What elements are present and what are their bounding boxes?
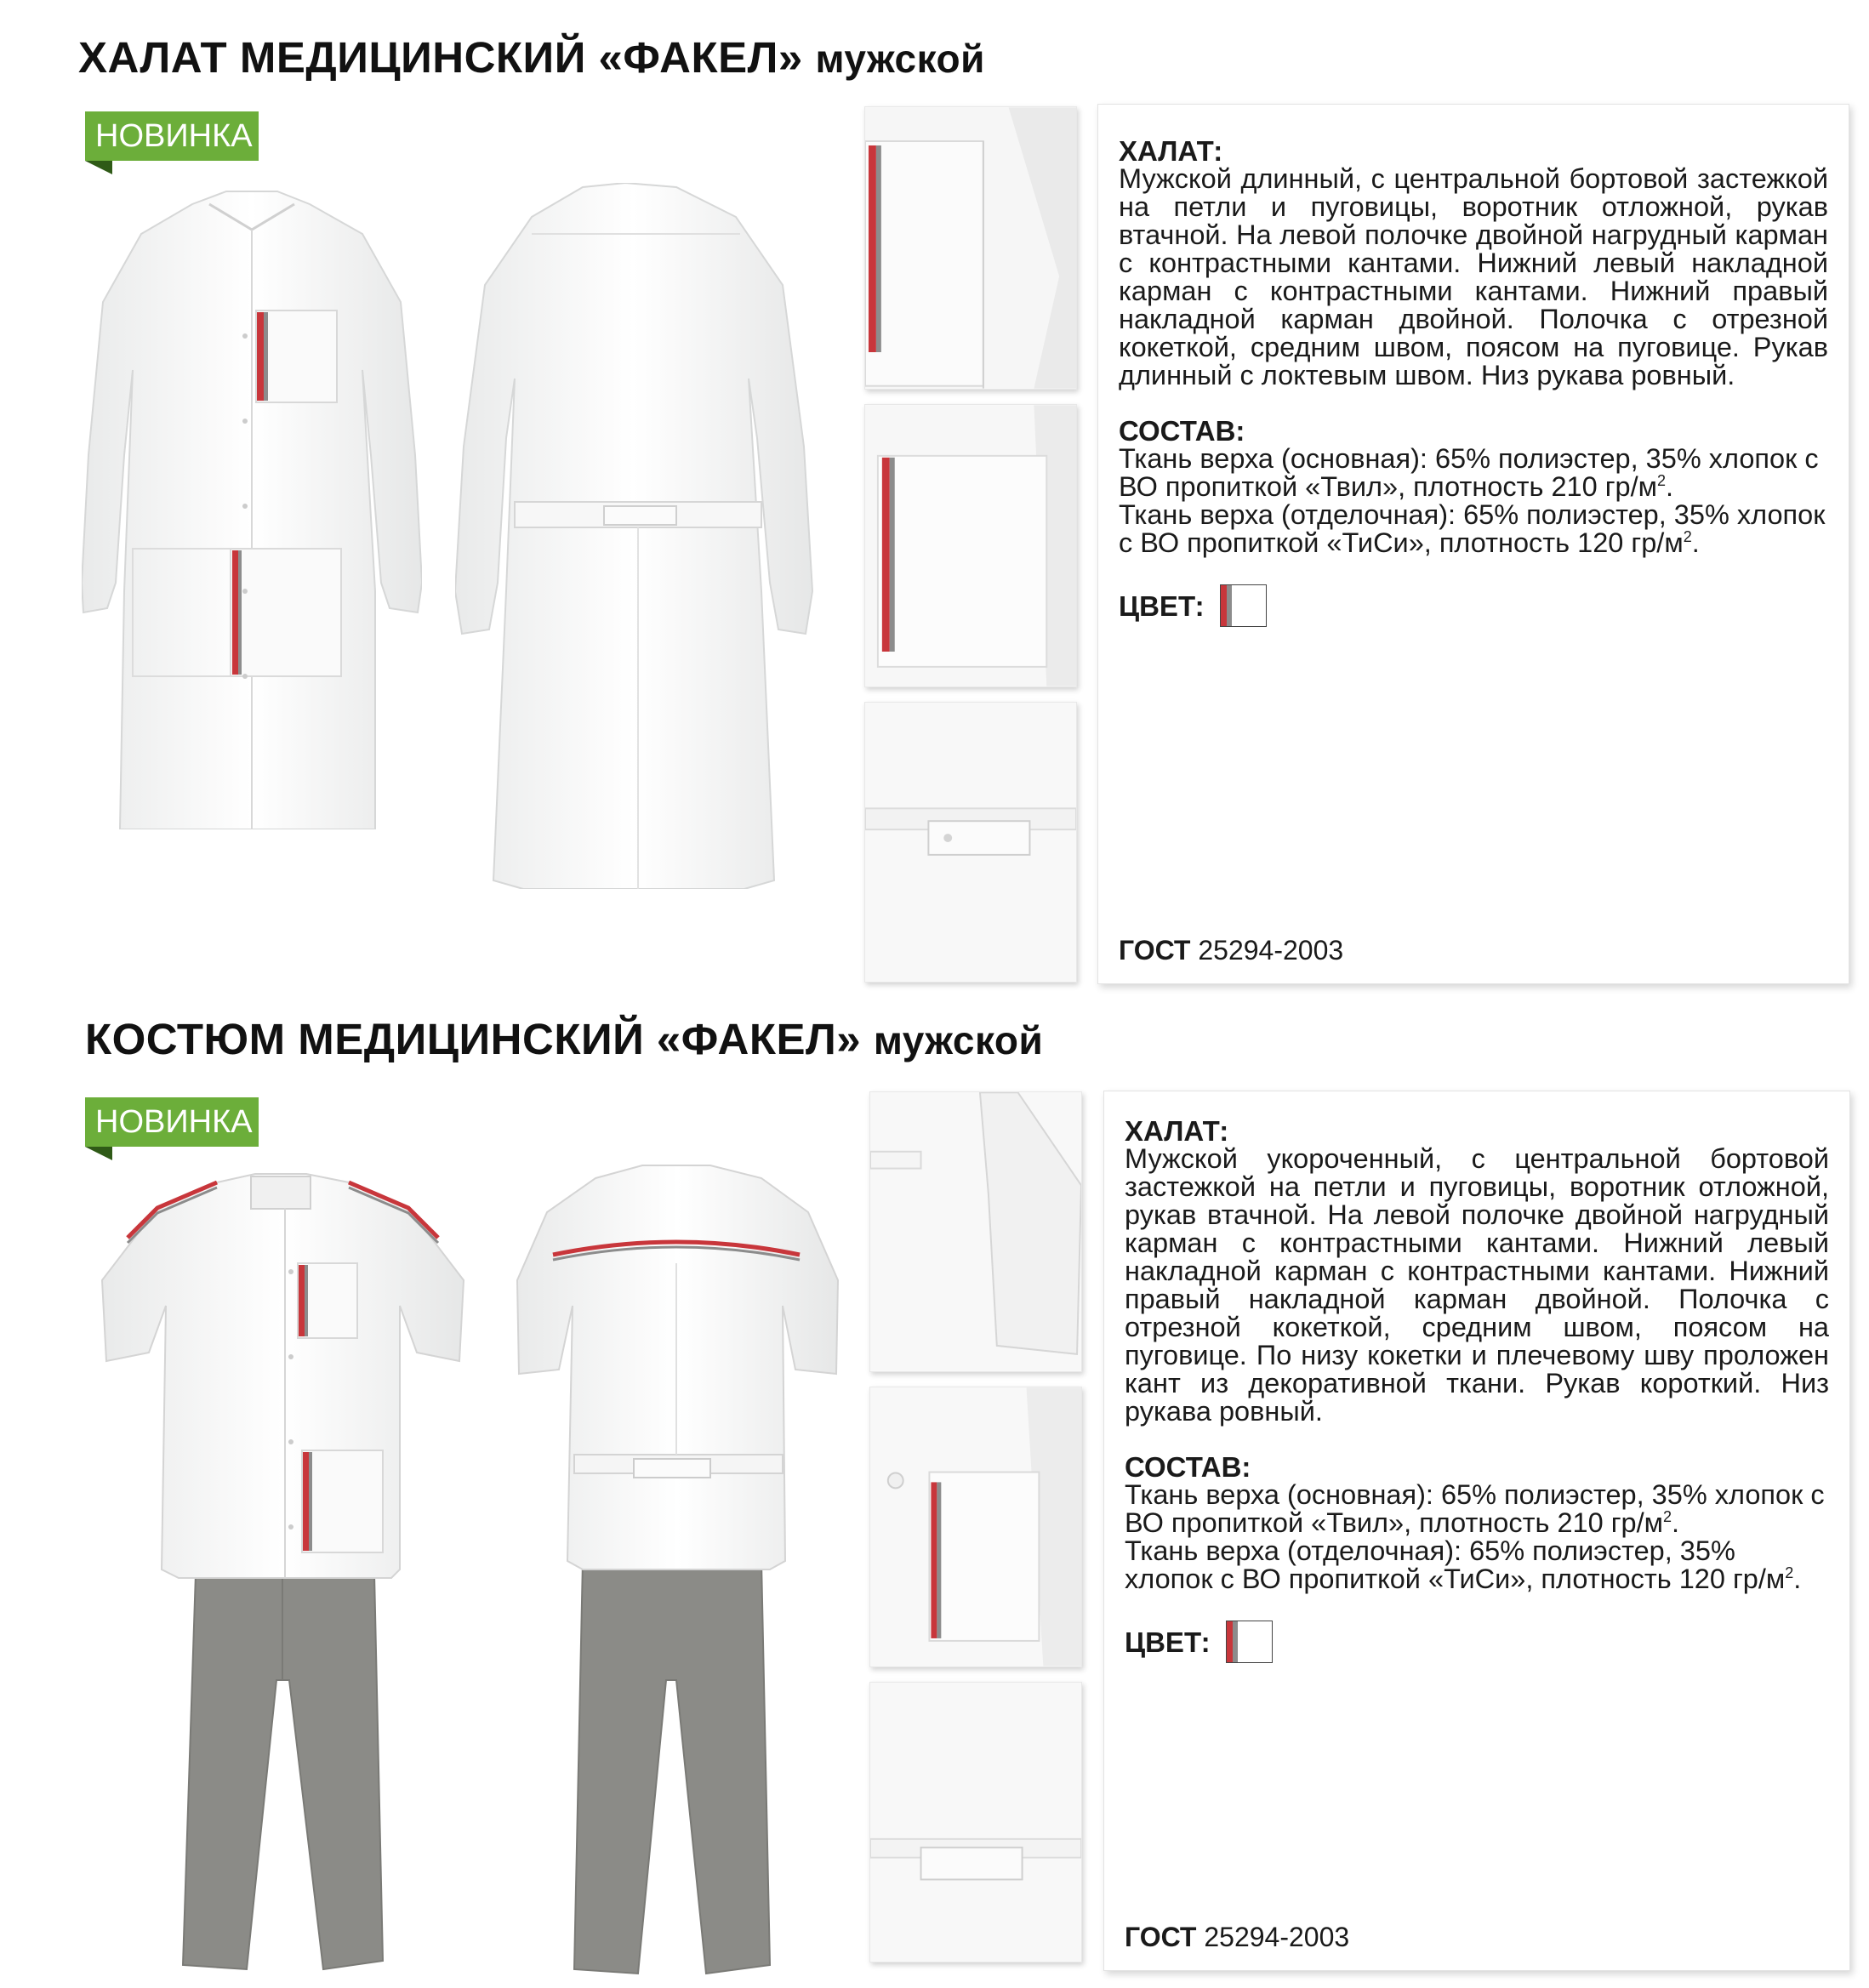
color-swatch: [1220, 584, 1267, 627]
garment-description: Мужской укороченный, с центральной бортовой застежкой на петли и пуговицы, воротник отложной, рукав втачной. На левой полочке двойной нагрудный карман с контрастными кантами. Нижний левый накладной карман с контрастными кантами. Нижний правый накладной карман двойной. Полочка с отрезной кокеткой, средним швом, поясом на пуговице. По низу кокетки и плечевому шву проложен кант из декоративной ткани. Рукав короткий. Низ рукава ровный.: [1125, 1143, 1829, 1427]
composition-trim: Ткань верха (отделочная): 65% полиэстер, 35% хлопок с ВО пропиткой «ТиСи», плотность 120 $гр/м^2$.: [1125, 1535, 1802, 1594]
pocket-detail-icon: [865, 107, 1076, 389]
suit-back-icon: [515, 1161, 842, 1978]
gost-standard: ГОСТ 25294-2003: [1119, 935, 1344, 966]
suit-front-icon: [94, 1170, 472, 1974]
detail-photo-lower-pocket: [864, 404, 1077, 687]
long-coat-back-icon: [455, 183, 821, 889]
new-badge: НОВИНКА: [85, 1097, 259, 1147]
long-coat-back-image: [455, 183, 821, 889]
description-panel: [1103, 1091, 1850, 1971]
garment-heading: ХАЛАТ:: [1119, 135, 1223, 167]
color-label: ЦВЕТ:: [1119, 590, 1205, 622]
description-panel: [1097, 104, 1849, 984]
product-title: КОСТЮМ МЕДИЦИНСКИЙ «ФАКЕЛ» мужской: [85, 1015, 1044, 1063]
new-badge: НОВИНКА: [85, 111, 259, 161]
composition-heading: СОСТАВ:: [1119, 415, 1245, 447]
gost-standard: ГОСТ 25294-2003: [1125, 1922, 1350, 1952]
suit-front-image: [94, 1170, 472, 1974]
composition-heading: СОСТАВ:: [1125, 1451, 1251, 1483]
composition-main: Ткань верха (основная): 65% полиэстер, 35% хлопок с ВО пропиткой «Твил», плотность 210 $гр/м^2$.: [1125, 1479, 1825, 1538]
back-belt-detail-icon: [870, 1683, 1081, 1962]
pocket-trim-detail-icon: [870, 1387, 1081, 1666]
back-belt-detail-icon: [865, 703, 1076, 982]
lower-pocket-detail-icon: [865, 405, 1076, 686]
garment-description: Мужской длинный, с центральной бортовой застежкой на петли и пуговицы, воротник отложной, рукав втачной. На левой полочке двойной нагрудный карман с контрастными кантами. Нижний левый накладной карман с контрастными кантами. Нижний правый накладной карман двойной. Полочка с отрезной кокеткой, средним швом, поясом на пуговице. Рукав длинный с локтевым швом. Низ рукава ровный.: [1119, 163, 1828, 390]
detail-photo-short-sleeve: [869, 1091, 1082, 1372]
detail-photo-back-belt: [869, 1682, 1082, 1962]
long-coat-front-image: [82, 183, 422, 829]
product-title: ХАЛАТ МЕДИЦИНСКИЙ «ФАКЕЛ» мужской: [78, 33, 985, 82]
color-label: ЦВЕТ:: [1125, 1626, 1211, 1658]
sleeve-detail-icon: [870, 1092, 1081, 1371]
detail-photo-breast-pocket: [864, 106, 1077, 390]
composition-main: Ткань верха (основная): 65% полиэстер, 35% хлопок с ВО пропиткой «Твил», плотность 210 $гр/м^2$.: [1119, 443, 1819, 502]
suit-back-image: [515, 1161, 842, 1978]
long-coat-front-icon: [82, 183, 422, 829]
detail-photo-back-belt: [864, 702, 1077, 983]
garment-heading: ХАЛАТ:: [1125, 1115, 1229, 1147]
color-swatch: [1226, 1621, 1273, 1663]
detail-photo-pocket-trim: [869, 1387, 1082, 1667]
composition-trim: Ткань верха (отделочная): 65% полиэстер, 35% хлопок с ВО пропиткой «ТиСи», плотность 120 $гр/м^2$.: [1119, 499, 1826, 558]
